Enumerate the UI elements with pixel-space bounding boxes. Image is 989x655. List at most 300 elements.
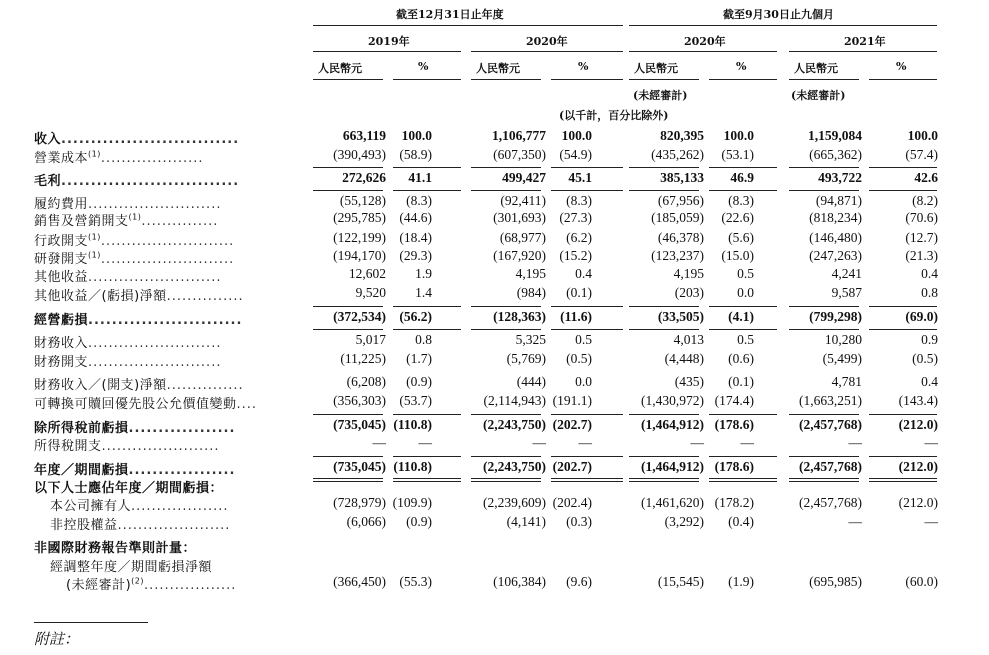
year-rule-2021 bbox=[789, 51, 937, 52]
row-label-text: 研發開支 bbox=[34, 252, 89, 267]
subtotal-rule bbox=[869, 456, 937, 457]
subtotal-rule bbox=[313, 414, 383, 415]
subtotal-rule bbox=[313, 329, 383, 330]
table-cell: (695,985) bbox=[809, 574, 862, 589]
table-cell: (92,411) bbox=[500, 193, 546, 208]
total-double-rule bbox=[313, 481, 383, 482]
column-rule-2 bbox=[471, 79, 541, 80]
table-cell: 42.6 bbox=[914, 170, 938, 185]
subtotal-rule bbox=[471, 414, 541, 415]
column-label-1: % bbox=[418, 60, 429, 73]
table-cell: (4.1) bbox=[728, 309, 754, 324]
table-cell: (69.0) bbox=[905, 309, 938, 324]
table-cell: — bbox=[848, 514, 862, 529]
table-cell: 0.8 bbox=[415, 332, 432, 347]
subtotal-rule bbox=[551, 190, 623, 191]
table-cell: 663,119 bbox=[342, 128, 386, 143]
column-rule-4 bbox=[629, 79, 699, 80]
row-label bbox=[34, 477, 223, 496]
subtotal-rule bbox=[393, 190, 461, 191]
table-cell: (8.3) bbox=[406, 193, 432, 208]
table-cell: (0.9) bbox=[406, 374, 432, 389]
total-double-rule bbox=[709, 478, 777, 479]
table-cell: (178.2) bbox=[714, 495, 754, 510]
year-rule-2020 bbox=[471, 51, 623, 52]
table-cell: (1,663,251) bbox=[799, 393, 862, 408]
table-cell: (53.1) bbox=[721, 147, 754, 162]
table-cell: (57.4) bbox=[905, 147, 938, 162]
table-cell: (5.6) bbox=[728, 230, 754, 245]
subtotal-rule bbox=[629, 414, 699, 415]
table-cell: — bbox=[848, 435, 862, 450]
table-cell: (1,461,620) bbox=[641, 495, 704, 510]
row-label-text: 所得稅開支 bbox=[34, 439, 102, 454]
leader-dots: .......................... bbox=[88, 313, 243, 328]
table-cell: (15.2) bbox=[559, 248, 592, 263]
table-cell: (67,956) bbox=[657, 193, 704, 208]
subtotal-rule bbox=[313, 306, 383, 307]
table-cell: (0.6) bbox=[728, 351, 754, 366]
table-cell: 5,325 bbox=[515, 332, 546, 347]
subtotal-rule bbox=[709, 414, 777, 415]
subtotal-rule bbox=[629, 306, 699, 307]
row-label bbox=[66, 574, 236, 593]
table-cell: (27.3) bbox=[559, 210, 592, 225]
table-cell: (1,464,912) bbox=[641, 417, 704, 432]
leader-dots: ...................... bbox=[117, 518, 231, 533]
table-cell: (356,303) bbox=[333, 393, 386, 408]
row-label-text: 財務收入 bbox=[34, 336, 89, 351]
table-cell: 0.4 bbox=[921, 374, 938, 389]
total-double-rule bbox=[709, 481, 777, 482]
subtotal-rule bbox=[709, 190, 777, 191]
table-cell: — bbox=[690, 435, 704, 450]
table-cell: (2,457,768) bbox=[799, 417, 862, 432]
row-label-text: (未經審計) bbox=[66, 578, 132, 593]
leader-dots: ............... bbox=[166, 289, 244, 304]
table-cell: (301,693) bbox=[493, 210, 546, 225]
row-label-text: 毛利 bbox=[34, 174, 62, 189]
table-cell: 12,602 bbox=[348, 266, 386, 281]
table-cell: (15,545) bbox=[657, 574, 704, 589]
leader-dots: .......................... bbox=[100, 252, 235, 267]
subtotal-rule bbox=[551, 329, 623, 330]
period-nine-header: 截至9月30日止九個月 bbox=[723, 8, 834, 21]
table-cell: 0.4 bbox=[575, 266, 592, 281]
table-cell: 0.4 bbox=[921, 266, 938, 281]
year-rule-2019 bbox=[313, 51, 461, 52]
table-cell: (5,769) bbox=[506, 351, 546, 366]
subtotal-rule bbox=[869, 306, 937, 307]
column-label-6: 人民幣元 bbox=[794, 62, 838, 75]
total-double-rule bbox=[471, 481, 541, 482]
row-label bbox=[34, 435, 220, 454]
subtotal-rule bbox=[471, 456, 541, 457]
table-cell: 385,133 bbox=[660, 170, 704, 185]
column-rule-6 bbox=[789, 79, 859, 80]
table-cell: (11,225) bbox=[340, 351, 386, 366]
subtotal-rule bbox=[551, 414, 623, 415]
table-cell: (146,480) bbox=[809, 230, 862, 245]
leader-dots: ....................... bbox=[101, 439, 220, 454]
table-cell: (202.7) bbox=[552, 417, 592, 432]
table-cell: (54.9) bbox=[559, 147, 592, 162]
table-cell: (212.0) bbox=[898, 459, 938, 474]
column-rule-3 bbox=[551, 79, 623, 80]
subtotal-rule bbox=[629, 167, 699, 168]
table-cell: 1.4 bbox=[415, 285, 432, 300]
row-label-text: 其他收益 bbox=[34, 270, 89, 285]
table-cell: (295,785) bbox=[333, 210, 386, 225]
leader-dots: .......................... bbox=[88, 270, 222, 285]
total-double-rule bbox=[313, 478, 383, 479]
total-double-rule bbox=[869, 478, 937, 479]
leader-dots: .... bbox=[236, 397, 258, 412]
table-cell: (4,448) bbox=[664, 351, 704, 366]
subtotal-rule bbox=[629, 329, 699, 330]
subtotal-rule bbox=[789, 329, 859, 330]
table-cell: 4,241 bbox=[831, 266, 862, 281]
row-label-text: 行政開支 bbox=[34, 234, 89, 249]
table-cell: (390,493) bbox=[333, 147, 386, 162]
table-cell: (178.6) bbox=[714, 459, 754, 474]
table-cell: (1.9) bbox=[728, 574, 754, 589]
year-2020: 2020年 bbox=[526, 35, 568, 48]
row-label-text: 營業成本 bbox=[34, 151, 89, 166]
table-cell: (110.8) bbox=[393, 417, 432, 432]
table-cell: (109.9) bbox=[392, 495, 432, 510]
subtotal-rule bbox=[471, 329, 541, 330]
row-label bbox=[34, 147, 204, 166]
table-cell: (0.4) bbox=[728, 514, 754, 529]
table-cell: (21.3) bbox=[905, 248, 938, 263]
leader-dots: ............... bbox=[141, 214, 219, 229]
leader-dots: ............... bbox=[166, 378, 244, 393]
table-cell: 499,427 bbox=[502, 170, 546, 185]
table-cell: (122,199) bbox=[333, 230, 386, 245]
table-cell: — bbox=[578, 435, 592, 450]
subtotal-rule bbox=[709, 167, 777, 168]
subtotal-rule bbox=[869, 414, 937, 415]
table-cell: 0.5 bbox=[737, 332, 754, 347]
table-cell: (60.0) bbox=[905, 574, 938, 589]
row-label bbox=[34, 210, 218, 229]
table-cell: 1,106,777 bbox=[492, 128, 546, 143]
column-label-4: 人民幣元 bbox=[634, 62, 678, 75]
row-label-text: 非國際財務報告準則計量： bbox=[34, 541, 197, 556]
table-cell: 46.9 bbox=[730, 170, 754, 185]
subtotal-rule bbox=[313, 456, 383, 457]
footnote-marker: (1) bbox=[88, 149, 101, 159]
subtotal-rule bbox=[789, 414, 859, 415]
column-label-5: % bbox=[736, 60, 747, 73]
subtotal-rule bbox=[869, 190, 937, 191]
row-label bbox=[34, 230, 234, 249]
subtotal-rule bbox=[709, 456, 777, 457]
footnote-rule bbox=[34, 622, 148, 623]
table-cell: 100.0 bbox=[907, 128, 938, 143]
table-cell: (0.1) bbox=[566, 285, 592, 300]
table-cell: (735,045) bbox=[333, 417, 386, 432]
row-label-text: 銷售及營銷開支 bbox=[34, 214, 129, 229]
subtotal-rule bbox=[393, 329, 461, 330]
row-label-text: 非控股權益 bbox=[50, 518, 118, 533]
total-double-rule bbox=[869, 481, 937, 482]
total-double-rule bbox=[789, 481, 859, 482]
table-cell: — bbox=[418, 435, 432, 450]
footnote-marker: (1) bbox=[128, 212, 142, 222]
table-cell: (202.7) bbox=[552, 459, 592, 474]
row-label-text: 收入 bbox=[34, 132, 62, 147]
year-rule-2020-nine bbox=[629, 51, 777, 52]
table-cell: (1,464,912) bbox=[641, 459, 704, 474]
total-double-rule bbox=[789, 478, 859, 479]
subtotal-rule bbox=[393, 167, 461, 168]
table-cell: 820,395 bbox=[660, 128, 704, 143]
table-cell: 4,195 bbox=[515, 266, 546, 281]
table-cell: (212.0) bbox=[898, 417, 938, 432]
row-label bbox=[34, 170, 239, 189]
table-cell: (194,170) bbox=[333, 248, 386, 263]
leader-dots: .......................... bbox=[100, 234, 235, 249]
subtotal-rule bbox=[709, 306, 777, 307]
row-label bbox=[34, 285, 244, 304]
table-cell: (0.3) bbox=[566, 514, 592, 529]
table-cell: (58.9) bbox=[399, 147, 432, 162]
column-rule-0 bbox=[313, 79, 383, 80]
table-cell: (8.3) bbox=[566, 193, 592, 208]
row-label bbox=[34, 374, 244, 393]
header-rule-left bbox=[313, 25, 623, 26]
row-label bbox=[34, 128, 239, 147]
row-label bbox=[34, 266, 221, 285]
subtotal-rule bbox=[393, 306, 461, 307]
row-label-text: 履約費用 bbox=[34, 197, 89, 212]
leader-dots: .......................... bbox=[88, 197, 222, 212]
row-label-text: 財務收入／(開支)淨額 bbox=[34, 378, 167, 393]
table-cell: (22.6) bbox=[721, 210, 754, 225]
table-cell: (70.6) bbox=[905, 210, 938, 225]
table-cell: 1,159,084 bbox=[808, 128, 862, 143]
table-cell: (665,362) bbox=[809, 147, 862, 162]
table-cell: (435) bbox=[674, 374, 704, 389]
column-rule-5 bbox=[709, 79, 777, 80]
table-cell: 9,520 bbox=[355, 285, 386, 300]
row-label bbox=[34, 459, 235, 478]
table-cell: — bbox=[532, 435, 546, 450]
table-cell: (15.0) bbox=[721, 248, 754, 263]
year-2020-nine: 2020年 bbox=[684, 35, 726, 48]
table-cell: — bbox=[372, 435, 386, 450]
subtotal-rule bbox=[629, 456, 699, 457]
table-cell: (0.1) bbox=[728, 374, 754, 389]
table-cell: (11.6) bbox=[560, 309, 592, 324]
table-cell: (191.1) bbox=[552, 393, 592, 408]
row-label-text: 財務開支 bbox=[34, 355, 89, 370]
column-label-7: % bbox=[896, 60, 907, 73]
table-cell: (5,499) bbox=[822, 351, 862, 366]
table-cell: — bbox=[924, 435, 938, 450]
table-cell: (94,871) bbox=[815, 193, 862, 208]
row-label bbox=[34, 309, 242, 328]
row-label-text: 年度／期間虧損 bbox=[34, 463, 129, 478]
subtotal-rule bbox=[789, 167, 859, 168]
year-2019: 2019年 bbox=[368, 35, 410, 48]
column-rule-7 bbox=[869, 79, 937, 80]
table-cell: 493,722 bbox=[818, 170, 862, 185]
column-rule-1 bbox=[393, 79, 461, 80]
subtotal-rule bbox=[471, 306, 541, 307]
table-cell: (1.7) bbox=[406, 351, 432, 366]
table-cell: (178.6) bbox=[714, 417, 754, 432]
leader-dots: .................. bbox=[128, 463, 236, 478]
total-double-rule bbox=[393, 481, 461, 482]
table-cell: 45.1 bbox=[568, 170, 592, 185]
table-cell: (2,457,768) bbox=[799, 459, 862, 474]
year-2021-nine: 2021年 bbox=[844, 35, 886, 48]
total-double-rule bbox=[551, 481, 623, 482]
table-cell: (372,534) bbox=[333, 309, 386, 324]
table-cell: 100.0 bbox=[401, 128, 432, 143]
subtotal-rule bbox=[789, 190, 859, 191]
table-cell: (46,378) bbox=[657, 230, 704, 245]
footnote-marker: (1) bbox=[88, 250, 101, 260]
total-double-rule bbox=[629, 481, 699, 482]
table-cell: (1,430,972) bbox=[641, 393, 704, 408]
table-cell: — bbox=[924, 514, 938, 529]
table-cell: (735,045) bbox=[333, 459, 386, 474]
leader-dots: .......................... bbox=[88, 355, 222, 370]
leader-dots: .......................... bbox=[88, 336, 222, 351]
table-cell: (44.6) bbox=[399, 210, 432, 225]
row-label bbox=[34, 332, 221, 351]
table-cell: (202.4) bbox=[552, 495, 592, 510]
table-cell: 41.1 bbox=[408, 170, 432, 185]
table-cell: 0.5 bbox=[575, 332, 592, 347]
table-cell: 10,280 bbox=[824, 332, 862, 347]
table-cell: (6,066) bbox=[346, 514, 386, 529]
leader-dots: .................. bbox=[144, 578, 237, 593]
table-cell: 1.9 bbox=[415, 266, 432, 281]
row-label-text: 除所得稅前虧損 bbox=[34, 421, 129, 436]
table-cell: (6,208) bbox=[346, 374, 386, 389]
table-cell: (3,292) bbox=[664, 514, 704, 529]
table-cell: (366,450) bbox=[333, 574, 386, 589]
leader-dots: .............................. bbox=[61, 132, 240, 147]
table-cell: 0.8 bbox=[921, 285, 938, 300]
table-cell: 9,587 bbox=[831, 285, 862, 300]
table-cell: (2,243,750) bbox=[483, 459, 546, 474]
table-cell: (110.8) bbox=[393, 459, 432, 474]
row-label-text: 經營虧損 bbox=[34, 313, 89, 328]
table-cell: (203) bbox=[674, 285, 704, 300]
table-cell: (2,243,750) bbox=[483, 417, 546, 432]
table-cell: (128,363) bbox=[493, 309, 546, 324]
table-cell: (247,263) bbox=[809, 248, 862, 263]
subtotal-rule bbox=[313, 167, 383, 168]
table-cell: (55.3) bbox=[399, 574, 432, 589]
table-cell: 0.0 bbox=[737, 285, 754, 300]
table-cell: (6.2) bbox=[566, 230, 592, 245]
table-cell: (9.6) bbox=[566, 574, 592, 589]
row-label-text: 可轉換可贖回優先股公允價值變動 bbox=[34, 397, 237, 412]
table-cell: (984) bbox=[516, 285, 546, 300]
table-cell: 4,781 bbox=[831, 374, 862, 389]
subtotal-rule bbox=[471, 167, 541, 168]
table-cell: (33,505) bbox=[657, 309, 704, 324]
table-cell: (185,059) bbox=[651, 210, 704, 225]
table-cell: 0.9 bbox=[921, 332, 938, 347]
row-label-text: 以下人士應佔年度／期間虧損： bbox=[34, 481, 224, 496]
table-cell: 4,195 bbox=[673, 266, 704, 281]
period-year-header: 截至12月31日止年度 bbox=[396, 8, 504, 21]
table-cell: (53.7) bbox=[399, 393, 432, 408]
leader-dots: .................... bbox=[100, 151, 204, 166]
total-double-rule bbox=[551, 478, 623, 479]
row-label-text: 本公司擁有人 bbox=[50, 499, 132, 514]
table-cell: (68,977) bbox=[499, 230, 546, 245]
table-cell: (167,920) bbox=[493, 248, 546, 263]
table-cell: (18.4) bbox=[399, 230, 432, 245]
table-cell: (444) bbox=[516, 374, 546, 389]
table-cell: (607,350) bbox=[493, 147, 546, 162]
table-cell: — bbox=[740, 435, 754, 450]
row-label-text: 其他收益／(虧損)淨額 bbox=[34, 289, 167, 304]
row-label bbox=[34, 393, 257, 412]
subtotal-rule bbox=[551, 306, 623, 307]
subtotal-rule bbox=[313, 190, 383, 191]
table-cell: (56.2) bbox=[399, 309, 432, 324]
table-cell: (8.3) bbox=[728, 193, 754, 208]
table-cell: (29.3) bbox=[399, 248, 432, 263]
table-cell: (55,128) bbox=[339, 193, 386, 208]
table-cell: 5,017 bbox=[355, 332, 386, 347]
table-cell: 4,013 bbox=[673, 332, 704, 347]
subtotal-rule bbox=[789, 456, 859, 457]
row-label bbox=[34, 248, 234, 267]
table-cell: (123,237) bbox=[651, 248, 704, 263]
table-cell: (8.2) bbox=[912, 193, 938, 208]
table-cell: (435,262) bbox=[651, 147, 704, 162]
subtotal-rule bbox=[629, 190, 699, 191]
footnote-marker: (1) bbox=[88, 232, 101, 242]
footnote-label: 附註： bbox=[34, 630, 80, 648]
table-cell: (0.9) bbox=[406, 514, 432, 529]
leader-dots: .................. bbox=[128, 421, 236, 436]
row-label bbox=[50, 495, 229, 514]
table-cell: 0.5 bbox=[737, 266, 754, 281]
row-label bbox=[34, 537, 196, 556]
leader-dots: ................... bbox=[131, 499, 229, 514]
table-cell: (212.0) bbox=[898, 495, 938, 510]
row-label bbox=[50, 514, 230, 533]
subtotal-rule bbox=[393, 414, 461, 415]
table-cell: (174.4) bbox=[714, 393, 754, 408]
subtotal-rule bbox=[709, 329, 777, 330]
table-cell: 100.0 bbox=[723, 128, 754, 143]
table-cell: (12.7) bbox=[905, 230, 938, 245]
total-double-rule bbox=[629, 478, 699, 479]
unaudited-label-2020: (未經審計) bbox=[633, 89, 688, 102]
table-cell: (4,141) bbox=[506, 514, 546, 529]
header-rule-right bbox=[629, 25, 937, 26]
table-cell: 100.0 bbox=[561, 128, 592, 143]
table-cell: (0.5) bbox=[566, 351, 592, 366]
table-cell: (2,239,609) bbox=[483, 495, 546, 510]
row-label bbox=[34, 351, 221, 370]
table-cell: (143.4) bbox=[898, 393, 938, 408]
column-label-3: % bbox=[578, 60, 589, 73]
